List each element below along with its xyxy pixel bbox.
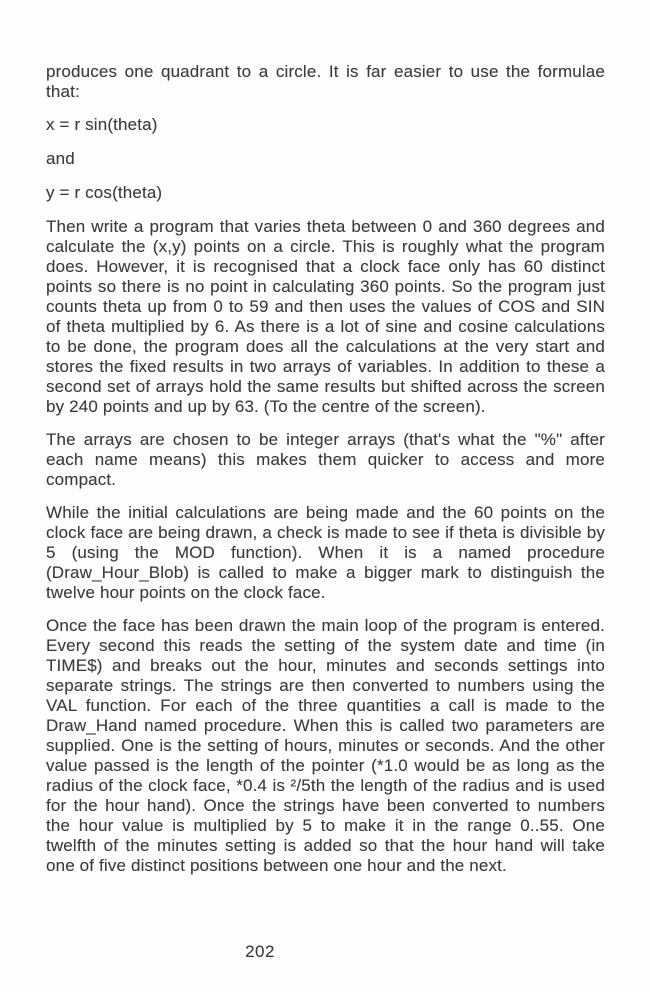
paragraph-main-loop: Once the face has been drawn the main loop of the program is entered. Every second this reads the setting of the system date and time (in TIME$) and breaks out the hour, minutes and seconds settings into separate strings. The strings are then converted to numbers using the VAL function. For each of the three quantities a call is made to the Draw_Hand named procedure. When this is called two parameters are supplied. One is the setting of hours, minutes or seconds. And the other value passed is the length of the pointer (*1.0 would be as long as the radius of the clock face, *0.4 is ²/5th the length of the radius and is used for the hour hand). Once the strings have been converted to numbers the hour value is multiplied by 5 to make it in the range 0..55. One twelfth of the minutes setting is added so that the hour hand will take one of five distinct positions between one hour and the next. xyxy=(46,616,605,875)
paragraph-integer-arrays: The arrays are chosen to be integer arrays (that's what the "%" after each name means) this makes them quicker to access and more compact. xyxy=(46,430,605,489)
page-number: 202 xyxy=(245,942,275,961)
paragraph-mod-check: While the initial calculations are being made and the 60 points on the clock face are being drawn, a check is made to see if theta is divisible by 5 (using the MOD function). When it is a named procedure (Draw_Hour_Blob) is called to make a bigger mark to distinguish the twelve hour points on the clock face. xyxy=(46,503,605,602)
paragraph-program-description: Then write a program that varies theta between 0 and 360 degrees and calculate the (x,y) points on a circle. This is roughly what the program does. However, it is recognised that a clock face only has 60 distinct points so there is no point in calculating 360 points. So the program just counts theta up from 0 to 59 and then uses the values of COS and SIN of theta multiplied by 6. As there is a lot of sine and cosine calculations to be done, the program does all the calculations at the very start and stores the fixed results in two arrays of variables. In addition to these a second set of arrays hold the same results but shifted across the screen by 240 points and up by 63. (To the centre of the screen). xyxy=(46,217,605,416)
formula-x: x = r sin(theta) xyxy=(46,115,158,134)
page-footer xyxy=(0,942,520,962)
paragraph-intro: produces one quadrant to a circle. It is far easier to use the formulae that: xyxy=(46,62,605,101)
formula-y: y = r cos(theta) xyxy=(46,183,163,202)
formula-connector-and: and xyxy=(46,149,75,168)
text-column xyxy=(46,62,605,876)
